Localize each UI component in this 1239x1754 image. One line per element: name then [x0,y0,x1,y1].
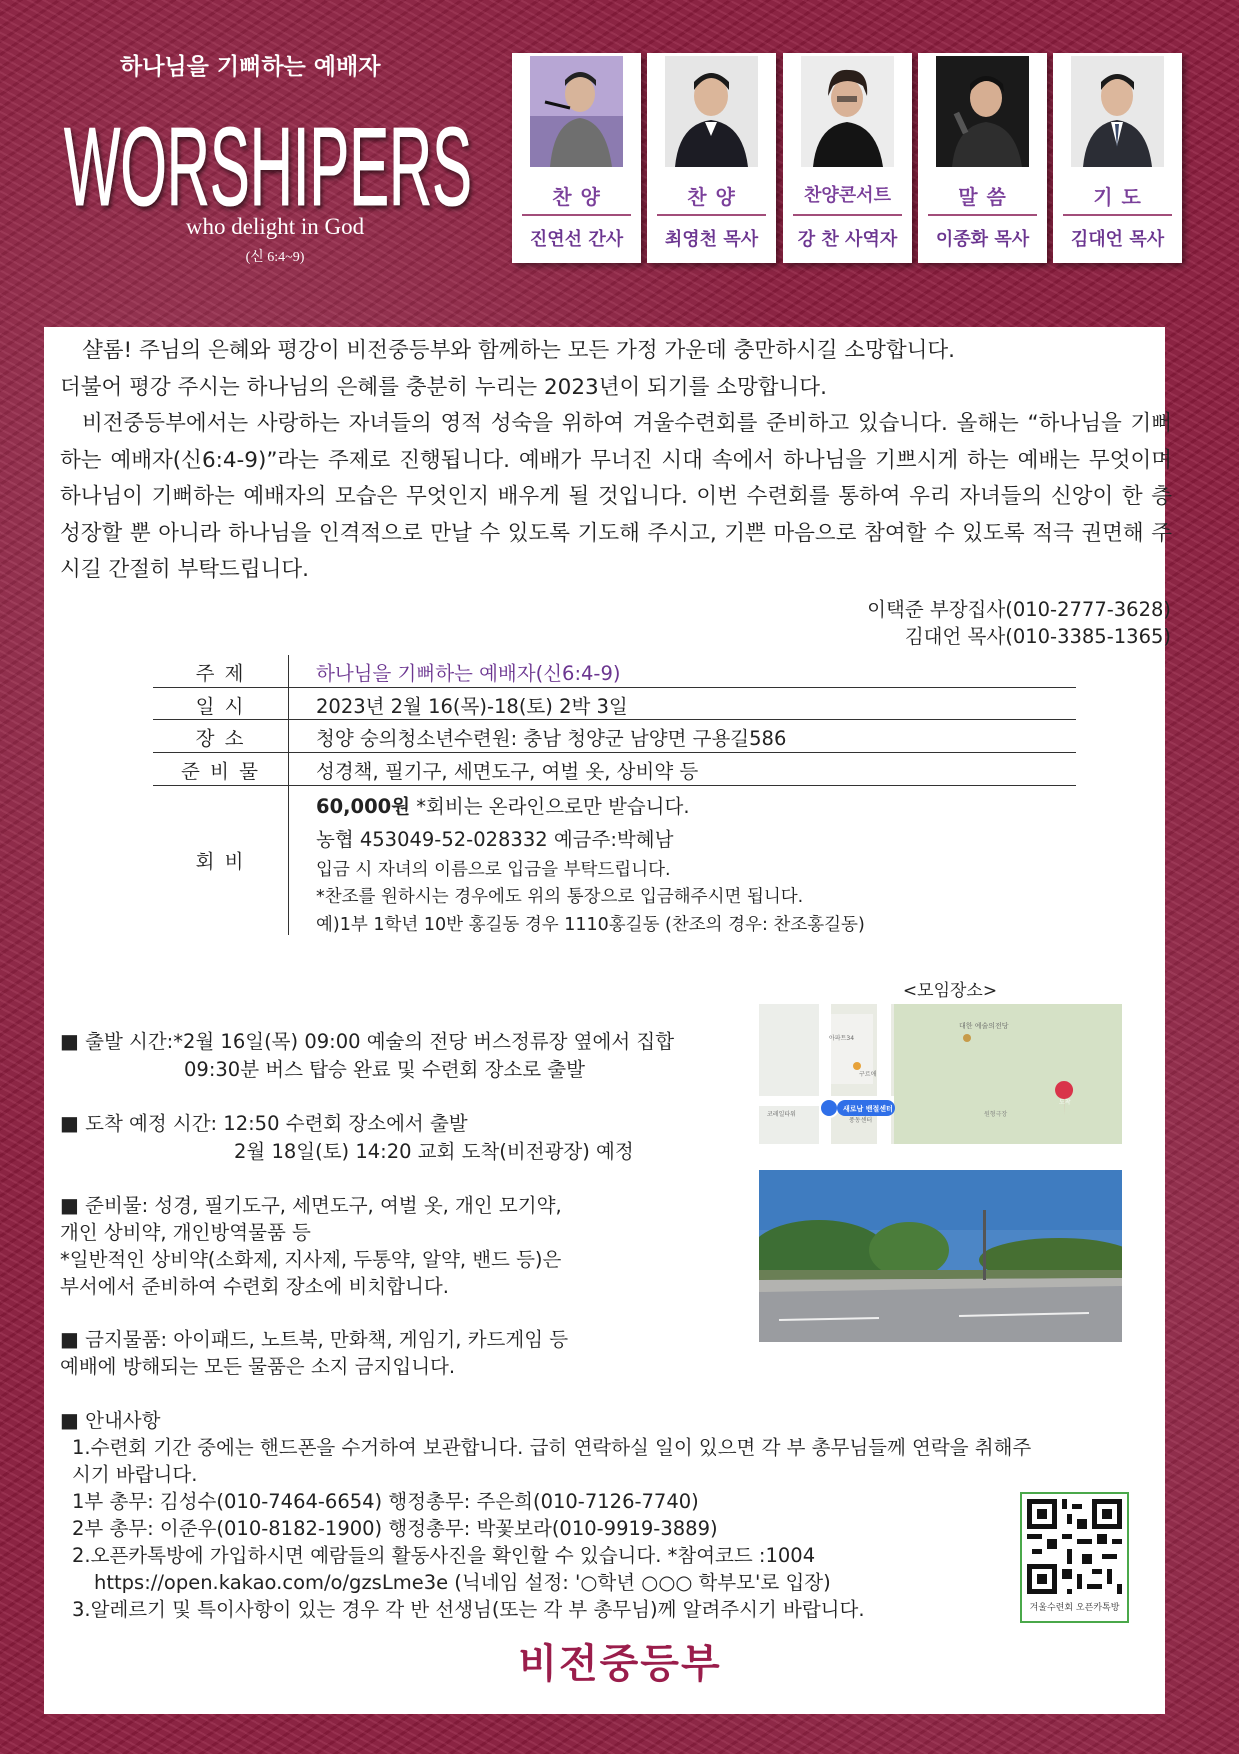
logo-verse-ref: (신 6:4~9) [245,250,305,265]
speaker-card [647,53,776,263]
notice-title-text: 안내사항 [85,1409,161,1432]
divider [657,214,766,216]
bullet-square: ■ [60,1029,79,1053]
notice-link[interactable]: https://open.kakao.com/o/gzsLme3e (닉네임 설정: '○학년 ○○○ 학부모'로 입장) [94,1571,831,1594]
greeting-p1: 샬롬! 주님의 은혜와 평강이 비전중등부와 함께하는 모든 가정 가운데 충만하시길 소망합니다. [82,338,956,363]
logo-motto: who delight in God [185,214,365,239]
prep-line-4: 부서에서 준비하여 수련회 장소에 비치합니다. [60,1275,449,1298]
qr-graphic [1022,1494,1127,1599]
greeting-text [60,333,1172,589]
theme-value: 하나님을 기뻐하는 예배자(신6:4-9) [316,662,621,685]
notice-line-1b: 시기 바랍니다. [72,1463,198,1486]
bullet-square: ■ [60,1408,79,1432]
notice-line-3: 2부 총무: 이준우(010-8182-1900) 행정총무: 박꽃보라(010-9919-3889) [72,1517,718,1540]
speaker-card [512,53,641,263]
fee-line-5: 예)1부 1학년 10반 홍길동 경우 1110홍길동 (찬조의 경우: 찬조홍길동) [316,915,865,935]
place-value: 청양 숭의청소년수련원: 충남 청양군 남양면 구용길586 [316,727,787,750]
speaker-role: 찬 양 [552,185,601,209]
map-label: 구르애 [859,1071,877,1078]
speaker-name: 강 찬 사역자 [797,229,898,250]
notice-line-2: 1부 총무: 김성수(010-7464-6654) 행정총무: 주은희(010-7126-7740) [72,1490,699,1513]
speaker-photo [665,56,758,167]
prep-line-1 [60,1192,562,1219]
speaker-photo [1071,56,1164,167]
speaker-name: 이종화 목사 [935,229,1030,250]
bullet-square: ■ [60,1193,79,1217]
depart-line-1 [60,1028,674,1055]
qr-caption: 겨울수련회 오픈카톡방 [1029,1603,1120,1613]
notice-line-4: 2.오픈카톡방에 가입하시면 예람들의 활동사진을 확인할 수 있습니다. *참여코드 :1004 [72,1544,816,1567]
table-rule [153,752,1076,753]
fee-line-4: *찬조를 원하시는 경우에도 위의 통장으로 입금해주시면 됩니다. [316,887,804,907]
prep-label: 준 비 물 [181,760,260,783]
speaker-role: 기 도 [1093,185,1142,209]
divider [1063,214,1172,216]
speaker-name: 김대언 목사 [1070,229,1165,250]
footer-title: 비전중등부 [518,1641,722,1687]
prep-text-1: 준비물: 성경, 필기도구, 세면도구, 여벌 옷, 개인 모기약, [85,1194,562,1217]
speaker-photo [801,56,894,167]
divider [928,214,1037,216]
map-label: 아파트34 [829,1035,855,1042]
map-graphic [759,1004,1122,1158]
map-label: 원형극장 [984,1111,1008,1118]
date-label: 일 시 [195,695,246,718]
worshipers-logo [60,100,480,265]
map-caption: <모임장소> [902,981,998,1001]
speaker-photo [936,56,1029,167]
speaker-card [918,53,1047,263]
divider [522,214,631,216]
notice-line-6: 3.알레르기 및 특이사항이 있는 경우 각 반 선생님(또는 각 부 총무님)께 알려주시기 바랍니다. [72,1598,865,1621]
speaker-name: 최영천 목사 [664,229,759,250]
ban-text-1: 금지물품: 아이패드, 노트북, 만화책, 게임기, 카드게임 등 [85,1328,569,1351]
bullet-square: ■ [60,1327,79,1351]
prep-value: 성경책, 필기구, 세면도구, 여벌 옷, 상비약 등 [316,760,699,783]
arrive-line-2: 2월 18일(토) 14:20 교회 도착(비전광장) 예정 [234,1140,634,1163]
depart-text-1: 출발 시간:*2월 16일(목) 09:00 예술의 전당 버스정류장 옆에서 집합 [85,1030,675,1053]
map-label: 도착 [1059,1099,1071,1106]
notice-title [60,1407,160,1434]
map-label: 새로남 밴절센터 [843,1105,893,1113]
fee-amount: 60,000원 [316,795,411,818]
speaker-role: 찬 양 [687,185,736,209]
ban-line-2: 예배에 방해되는 모든 물품은 소지 금지입니다. [60,1355,456,1378]
speaker-name: 진연선 간사 [529,229,624,250]
place-label: 장 소 [195,727,246,750]
header-subtitle: 하나님을 기뻐하는 예배자 [120,54,381,80]
fee-label: 회 비 [195,850,246,873]
date-value: 2023년 2월 16(목)-18(토) 2박 3일 [316,695,628,718]
greeting-p2: 더불어 평강 주시는 하나님의 은혜를 충분히 누리는 2023년이 되기를 소망합니다. [60,374,827,400]
qr-code[interactable] [1020,1492,1129,1623]
notice-line-1: 1.수련회 기간 중에는 핸드폰을 수거하여 보관합니다. 급히 연락하실 일이 있으면 각 부 총무님들께 연락을 취해주 [72,1436,1032,1459]
table-row [153,786,1076,936]
location-map [759,1004,1122,1158]
arrive-line-1 [60,1110,468,1137]
map-label: 대한 예술의전당 [959,1022,1009,1030]
greeting-p3: 비전중등부에서는 사랑하는 자녀들의 영적 성숙을 위하여 겨울수련회를 준비하고 있습니다. 올해는 “하나님을 기뻐하는 예배자(신6:4-9)”라는 주제로 진행됩니다. 예배가 무너진 시대 속에서 하나님을 기쁘시게 하는 예배는 무엇이며 하나님이 기뻐하는 예배자의 모습은 무엇인지 배우게 될 것입니다. 이번 수련회를 통하여 우리 자녀들의 신앙이 한 층 성장할 뿐 아니라 하나님을 인격적으로 만날 수 있도록 기도해 주시고, 기쁜 마음으로 참여할 수 있도록 적극 권면해 주시길 간절히 부탁드립니다. [60,411,1172,582]
speaker-card [783,53,912,263]
map-label: 코레일타워 [767,1111,796,1118]
depart-line-2: 09:30분 버스 탑승 완료 및 수련회 장소로 출발 [184,1058,585,1081]
table-rule [153,687,1076,688]
table-rule [153,719,1076,720]
speaker-role: 찬양콘서트 [804,185,891,206]
arrive-text-1: 도착 예정 시간: 12:50 수련회 장소에서 출발 [85,1112,468,1135]
map-label: 풍동센터 [849,1117,873,1124]
speaker-card [1053,53,1182,263]
divider [793,214,902,216]
fee-line-3: 입금 시 자녀의 이름으로 입금을 부탁드립니다. [316,860,671,880]
street-photo [759,1170,1122,1342]
bullet-square: ■ [60,1111,79,1135]
contact-1: 이택준 부장집사(010-2777-3628) [867,598,1171,621]
speaker-role: 말 씀 [958,185,1007,209]
fee-account: 농협 453049-52-028332 예금주:박혜남 [316,828,674,851]
theme-label: 주 제 [195,662,246,685]
fee-amount-line [316,791,690,819]
speaker-photo [530,56,623,167]
logo-text: WORSHIPERS [64,105,472,230]
prep-line-2: 개인 상비약, 개인방역물품 등 [60,1221,311,1244]
fee-note: *회비는 온라인으로만 받습니다. [410,795,690,818]
ban-line-1 [60,1326,568,1353]
contact-2: 김대언 목사(010-3385-1365) [904,625,1171,648]
prep-line-3: *일반적인 상비약(소화제, 지사제, 두통약, 알약, 밴드 등)은 [60,1248,562,1271]
